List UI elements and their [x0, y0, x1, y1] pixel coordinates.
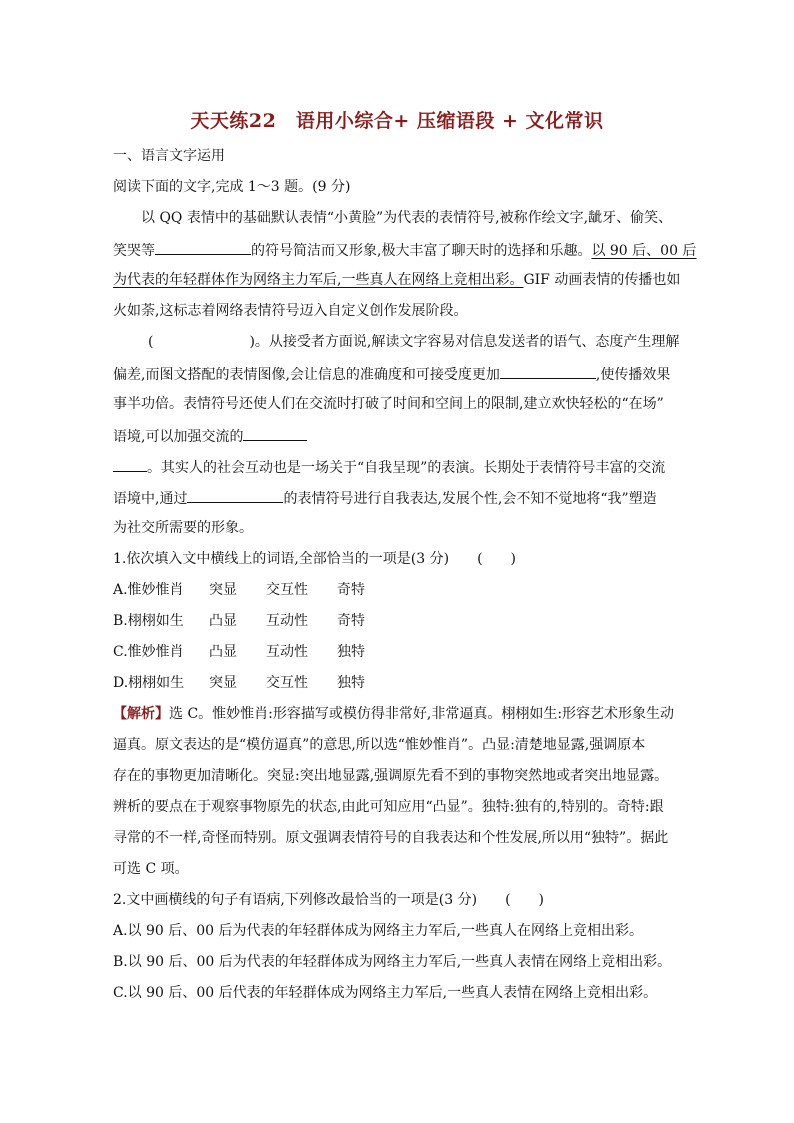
passage-line: 为社交所需要的形象。: [113, 520, 253, 536]
passage-line: [113, 363, 670, 385]
analysis-line: 辨析的要点在于观察事物原先的状态,由此可知应用“凸显”。独特:独有的,特别的。奇特:跟: [113, 799, 664, 815]
question-1-option-c: [113, 642, 365, 662]
passage-line: [113, 270, 680, 290]
question-1-option-a: [113, 580, 365, 600]
option-word: 交互性: [266, 582, 308, 598]
passage-line: 以 QQ 表情中的基础默认表情“小黄脸”为代表的表情符号,被称作绘文字,龇牙、偷笑、: [141, 210, 673, 226]
passage-text: 语境,可以加强交流的: [113, 429, 244, 445]
analysis-line: 寻常的不一样,奇怪而特别。原文强调表情符号的自我表达和个性发展,所以用“独特”。据此: [113, 830, 669, 846]
option-word: 奇特: [337, 582, 365, 598]
option-word: 互动性: [266, 644, 308, 660]
passage-line: [113, 239, 696, 261]
passage-line: [113, 487, 657, 509]
passage-text: ,使传播效果: [595, 367, 671, 383]
passage-text: 语境中,通过: [113, 491, 188, 507]
passage-line: [113, 456, 665, 478]
passage-text: )。从接受者方面说,解读文字容易对信息发送者的语气、态度产生理解: [249, 334, 680, 350]
fill-blank-4: [187, 487, 283, 503]
analysis-line: 存在的事物更加清晰化。突显:突出地显露,强调原先看不到的事物突然地或者突出地显露。: [113, 768, 669, 784]
question-1-option-b: [113, 611, 365, 631]
option-word: A.惟妙惟肖: [113, 582, 184, 598]
underlined-sentence: 为代表的年轻群体作为网络主力军后,一些真人在网络上竞相出彩。: [113, 272, 524, 288]
bracket-open: (: [148, 334, 154, 350]
option-word: 奇特: [337, 613, 365, 629]
passage-line: 火如荼,这标志着网络表情符号迈入自定义创作发展阶段。: [113, 303, 468, 319]
question-1-stem: 1.依次填入文中横线上的词语,全部恰当的一项是(3 分) ( ): [113, 551, 517, 567]
analysis-line: 可选 C 项。: [113, 861, 189, 877]
fill-blank-1: [155, 239, 251, 255]
option-word: 突显: [209, 675, 237, 691]
analysis-line: 逼真。原文表达的是“模仿逼真”的意思,所以选“惟妙惟肖”。凸显:清楚地显露,强调原本: [113, 737, 646, 753]
passage-text: 的符号简洁而又形象,极大丰富了聊天时的选择和乐趣。: [251, 243, 592, 259]
option-word: C.惟妙惟肖: [113, 644, 184, 660]
question-2-stem: 2.文中画横线的句子有语病,下列修改最恰当的一项是(3 分) ( ): [113, 892, 545, 908]
question-2-option-a: A.以 90 后、00 后为代表的年轻群体成为网络主力军后,一些真人在网络上竞相出彩。: [113, 923, 643, 939]
option-word: 凸显: [209, 644, 237, 660]
option-word: B.栩栩如生: [113, 613, 184, 629]
passage-text: 偏差,而图文搭配的表情图像,会让信息的准确度和可接受度更加: [113, 367, 500, 383]
question-1-option-d: [113, 673, 365, 693]
question-2-option-b: B.以 90 后、00 后为代表的年轻群体成为网络主力军后,一些真人表情在网络上竞相出彩。: [113, 954, 672, 970]
option-word: 独特: [337, 644, 365, 660]
option-word: 凸显: [209, 613, 237, 629]
option-word: 突显: [209, 582, 237, 598]
passage-text: 的表情符号进行自我表达,发展个性,会不知不觉地将“我”塑造: [283, 491, 657, 507]
analysis-label: 【解析】: [113, 706, 169, 722]
page-title: 天天练22 语用小综合+ 压缩语段 + 文化常识: [190, 110, 604, 132]
fill-blank-2: [500, 363, 596, 379]
option-word: 交互性: [266, 675, 308, 691]
analysis-line: [113, 704, 674, 724]
passage-line: 事半功倍。表情符号还使人们在交流时打破了时间和空间上的限制,建立欢快轻松的“在场”: [113, 396, 664, 412]
passage-line: [148, 332, 679, 352]
section-heading: 一、语言文字运用: [113, 148, 225, 164]
passage-text: 。其实人的社会互动也是一场关于“自我呈现”的表演。长期处于表情符号丰富的交流: [147, 460, 666, 476]
passage-text: 笑哭等: [113, 243, 155, 259]
reading-instruction: 阅读下面的文字,完成 1～3 题。(9 分): [113, 179, 351, 195]
analysis-text: 选 C。惟妙惟肖:形容描写或模仿得非常好,非常逼真。栩栩如生:形容艺术形象生动: [169, 706, 675, 722]
option-word: D.栩栩如生: [113, 675, 185, 691]
option-word: 互动性: [266, 613, 308, 629]
option-word: 独特: [337, 675, 365, 691]
fill-blank-3: [243, 425, 307, 441]
passage-line: [113, 425, 307, 447]
fill-blank-3-continued: [113, 456, 147, 472]
question-2-option-c: C.以 90 后、00 后代表的年轻群体成为网络主力军后,一些真人表情在网络上竞相出彩。: [113, 985, 658, 1001]
passage-text: GIF 动画表情的传播也如: [523, 272, 681, 288]
underlined-sentence: 以 90 后、00 后: [591, 243, 697, 259]
